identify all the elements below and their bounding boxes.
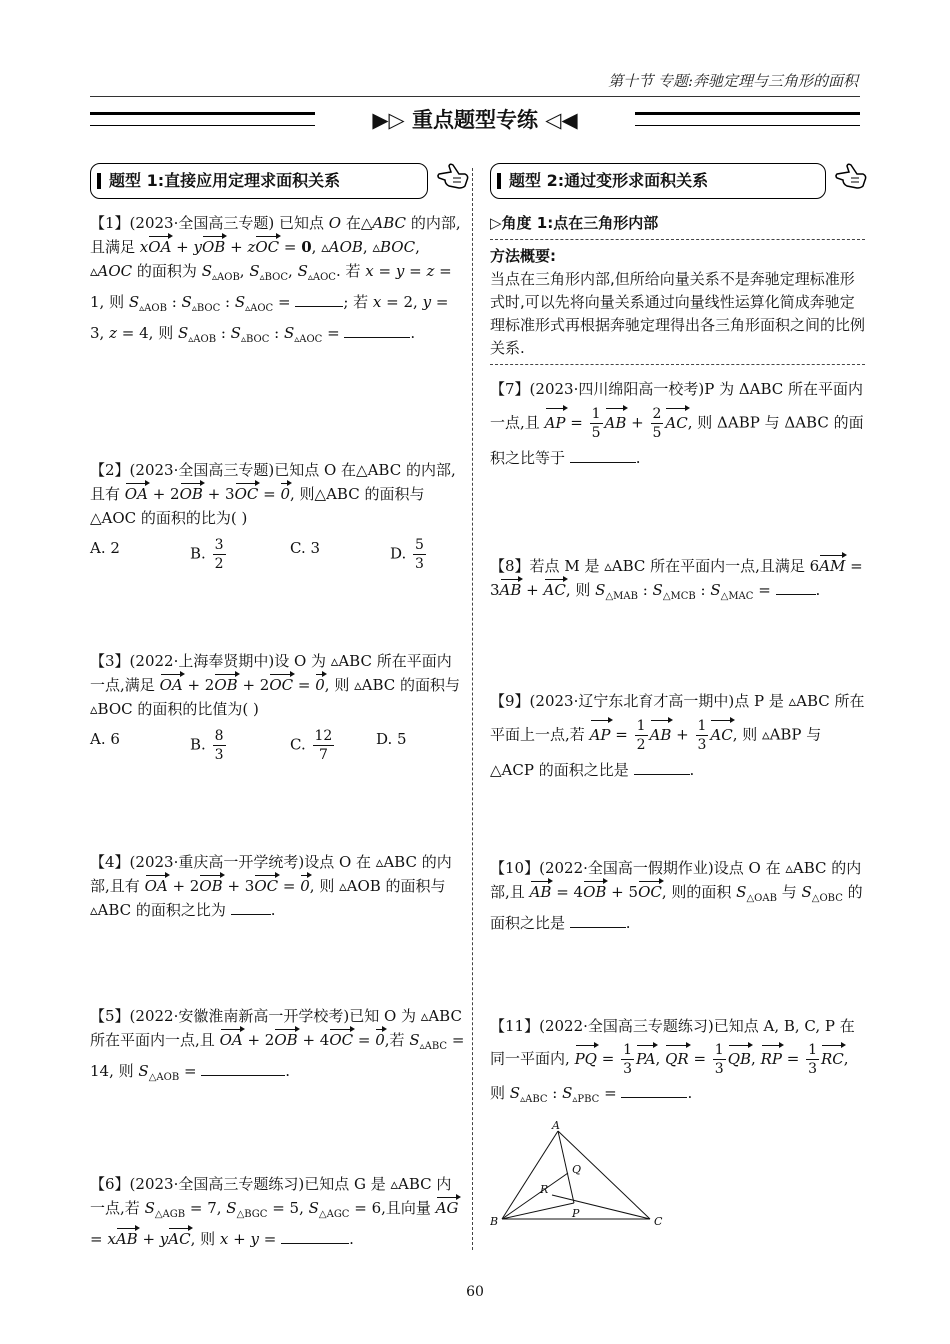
option-d[interactable]: D. $\frac{5}{3}$	[390, 537, 424, 572]
answer-blank[interactable]	[295, 290, 343, 307]
answer-blank[interactable]	[231, 898, 271, 915]
dashed-rule	[490, 239, 865, 240]
answer-blank[interactable]	[621, 1081, 687, 1098]
question-9: 【9】(2023·辽宁东北育才高一期中)点 P 是 ▵ABC 所在平面上一点,若 AP = $\frac{1}{2}$ AB + $\frac{1}{3}$ AC, 则 ▵ABP 与 △ACP 的面积之比是 .	[490, 692, 865, 779]
question-1: 【1】(2023·全国高三专题) 已知点 O 在△ABC 的内部,且满足 xOA + yOB + zOC = 0, ▵AOB, ▵BOC, ▵AOC 的面积为 $S_{▵AOB}$, $S_{▵BOC}$, $S_{▵AOC}$. 若 x = y = z = 1, 则 $S_{▵AOB}$ : $S_{▵BOC}$ : $S_{▵AOC}$ = ; 若 x = 2, y = 3, z = 4, 则 $S_{▵AOB}$ : $S_{▵BOC}$ : $S_{▵AOC}$ = .	[90, 214, 461, 345]
page-number: 60	[466, 1284, 484, 1300]
triangle-figure	[490, 1121, 680, 1233]
answer-blank[interactable]	[570, 911, 626, 928]
option-b[interactable]: B. $\frac{8}{3}$	[190, 728, 224, 763]
answer-blank[interactable]	[570, 446, 636, 463]
side-ab	[502, 1131, 558, 1219]
question-2-options	[90, 536, 465, 573]
section-banner	[90, 104, 860, 134]
banner-title: ▶▷ 重点题型专练 ◁◀	[372, 108, 578, 132]
option-b[interactable]: B. $\frac{3}{2}$	[190, 537, 224, 572]
answer-blank[interactable]	[201, 1059, 285, 1076]
option-c[interactable]: C. 3	[290, 539, 321, 557]
answer-blank[interactable]	[776, 578, 816, 595]
section-header: 第十节 专题:奔驰定理与三角形的面积	[608, 72, 858, 90]
angle-1-title: ▷角度 1:点在三角形内部	[490, 214, 659, 232]
question-5: 【5】(2022·安徽淮南新高一开学校考)已知 O 为 ▵ABC 所在平面内一点,且 OA + 2OB + 4OC = 0,若 $S_{▵ABC} = 14$, 则 $S_{\triangle AOB}$ = .	[90, 1007, 465, 1083]
segment-c-r	[552, 1195, 650, 1219]
type-1-title: 题型 1:直接应用定理求面积关系	[109, 171, 341, 190]
option-a[interactable]: A. 6	[90, 730, 120, 748]
label-a: A	[552, 1121, 560, 1132]
label-q: Q	[572, 1163, 582, 1176]
banner-bar-right	[635, 112, 860, 126]
question-4: 【4】(2023·重庆高一开学统考)设点 O 在 ▵ABC 的内部,且有 OA + 2OB + 3OC = 0, 则 ▵AOB 的面积与 ▵ABC 的面积之比为 .	[90, 853, 452, 919]
label-r: R	[540, 1183, 549, 1196]
answer-blank[interactable]	[634, 758, 690, 775]
column-divider	[472, 168, 473, 1250]
question-3: 【3】(2022·上海奉贤期中)设 O 为 ▵ABC 所在平面内一点,满足 OA + 2OB + 2OC = 0, 则 ▵ABC 的面积与 ▵BOC 的面积的比值为( ) A. 6 B. $\frac{8}{3}$ C. $\frac{12}{7}$ D. 5	[90, 649, 465, 764]
type-2-title: 题型 2:通过变形求面积关系	[509, 171, 709, 190]
header-rule	[90, 96, 860, 97]
label-p: P	[572, 1207, 580, 1220]
pointing-hand-icon	[835, 160, 869, 190]
label-c: C	[654, 1215, 663, 1228]
question-3-options	[90, 727, 465, 764]
question-7: 【7】(2023·四川绵阳高一校考)P 为 ΔABC 所在平面内一点,且 AP = $\frac{1}{5}$ AB + $\frac{2}{5}$ AC, 则 ΔABP 与 ΔABC 的面积之比等于 .	[490, 380, 864, 467]
question-8: 【8】若点 M 是 ▵ABC 所在平面内一点,且满足 6AM = 3AB + AC, 则 $S_{\triangle MAB}$ : $S_{\triangle MCB}$ : $S_{\triangle MAC}$ = .	[490, 554, 865, 609]
question-11: 【11】(2022·全国高三专题练习)已知点 A, B, C, P 在同一平面内, PQ = $\frac{1}{3}$ PA, QR = $\frac{1}{3}$ QB, RP = $\frac{1}{3}$ RC, 则 $S_{▵ABC}$ : $S_{▵PBC}$ = . A B C P Q R	[490, 1011, 865, 1233]
left-column	[90, 163, 465, 1251]
question-10: 【10】(2022·全国高一假期作业)设点 O 在 ▵ABC 的内部,且 AB = 4OB + 5OC, 则的面积 $S_{\triangle OAB}$ 与 $S_{\triangle OBC}$ 的面积之比是 .	[490, 859, 863, 932]
answer-blank[interactable]	[344, 321, 410, 338]
right-column	[490, 163, 865, 1233]
method-summary: 当点在三角形内部,但所给向量关系不是奔驰定理标准形式时,可以先将向量关系通过向量线性运算化简成奔驰定理标准形式再根据奔驰定理得出各三角形面积之间的比例关系.	[490, 270, 866, 357]
type-2-box	[490, 163, 826, 199]
method-title: 方法概要:	[490, 247, 556, 265]
question-6: 【6】(2023·全国高三专题练习)已知点 G 是 ▵ABC 内一点,若 $S_{\triangle AGB} = 7$, $S_{\triangle BGC} = 5$, $S_{\triangle AGC} = 6$,且向量 AG = xAB + yAC, 则 x + y = .	[90, 1172, 465, 1251]
type-1-box	[90, 163, 428, 199]
question-2: 【2】(2023·全国高三专题)已知点 O 在△ABC 的内部,且有 OA + 2OB + 3OC = 0, 则△ABC 的面积与△AOC 的面积的比为( ) A. 2 B. $\frac{3}{2}$ C. 3 D. $\frac{5}{3}$	[90, 458, 465, 573]
option-a[interactable]: A. 2	[90, 539, 120, 557]
pointing-hand-icon	[437, 160, 471, 190]
label-b: B	[490, 1215, 499, 1228]
option-c[interactable]: C. $\frac{12}{7}$	[290, 728, 333, 763]
option-d[interactable]: D. 5	[376, 730, 407, 748]
dashed-rule	[490, 364, 865, 365]
answer-blank[interactable]	[281, 1227, 349, 1244]
